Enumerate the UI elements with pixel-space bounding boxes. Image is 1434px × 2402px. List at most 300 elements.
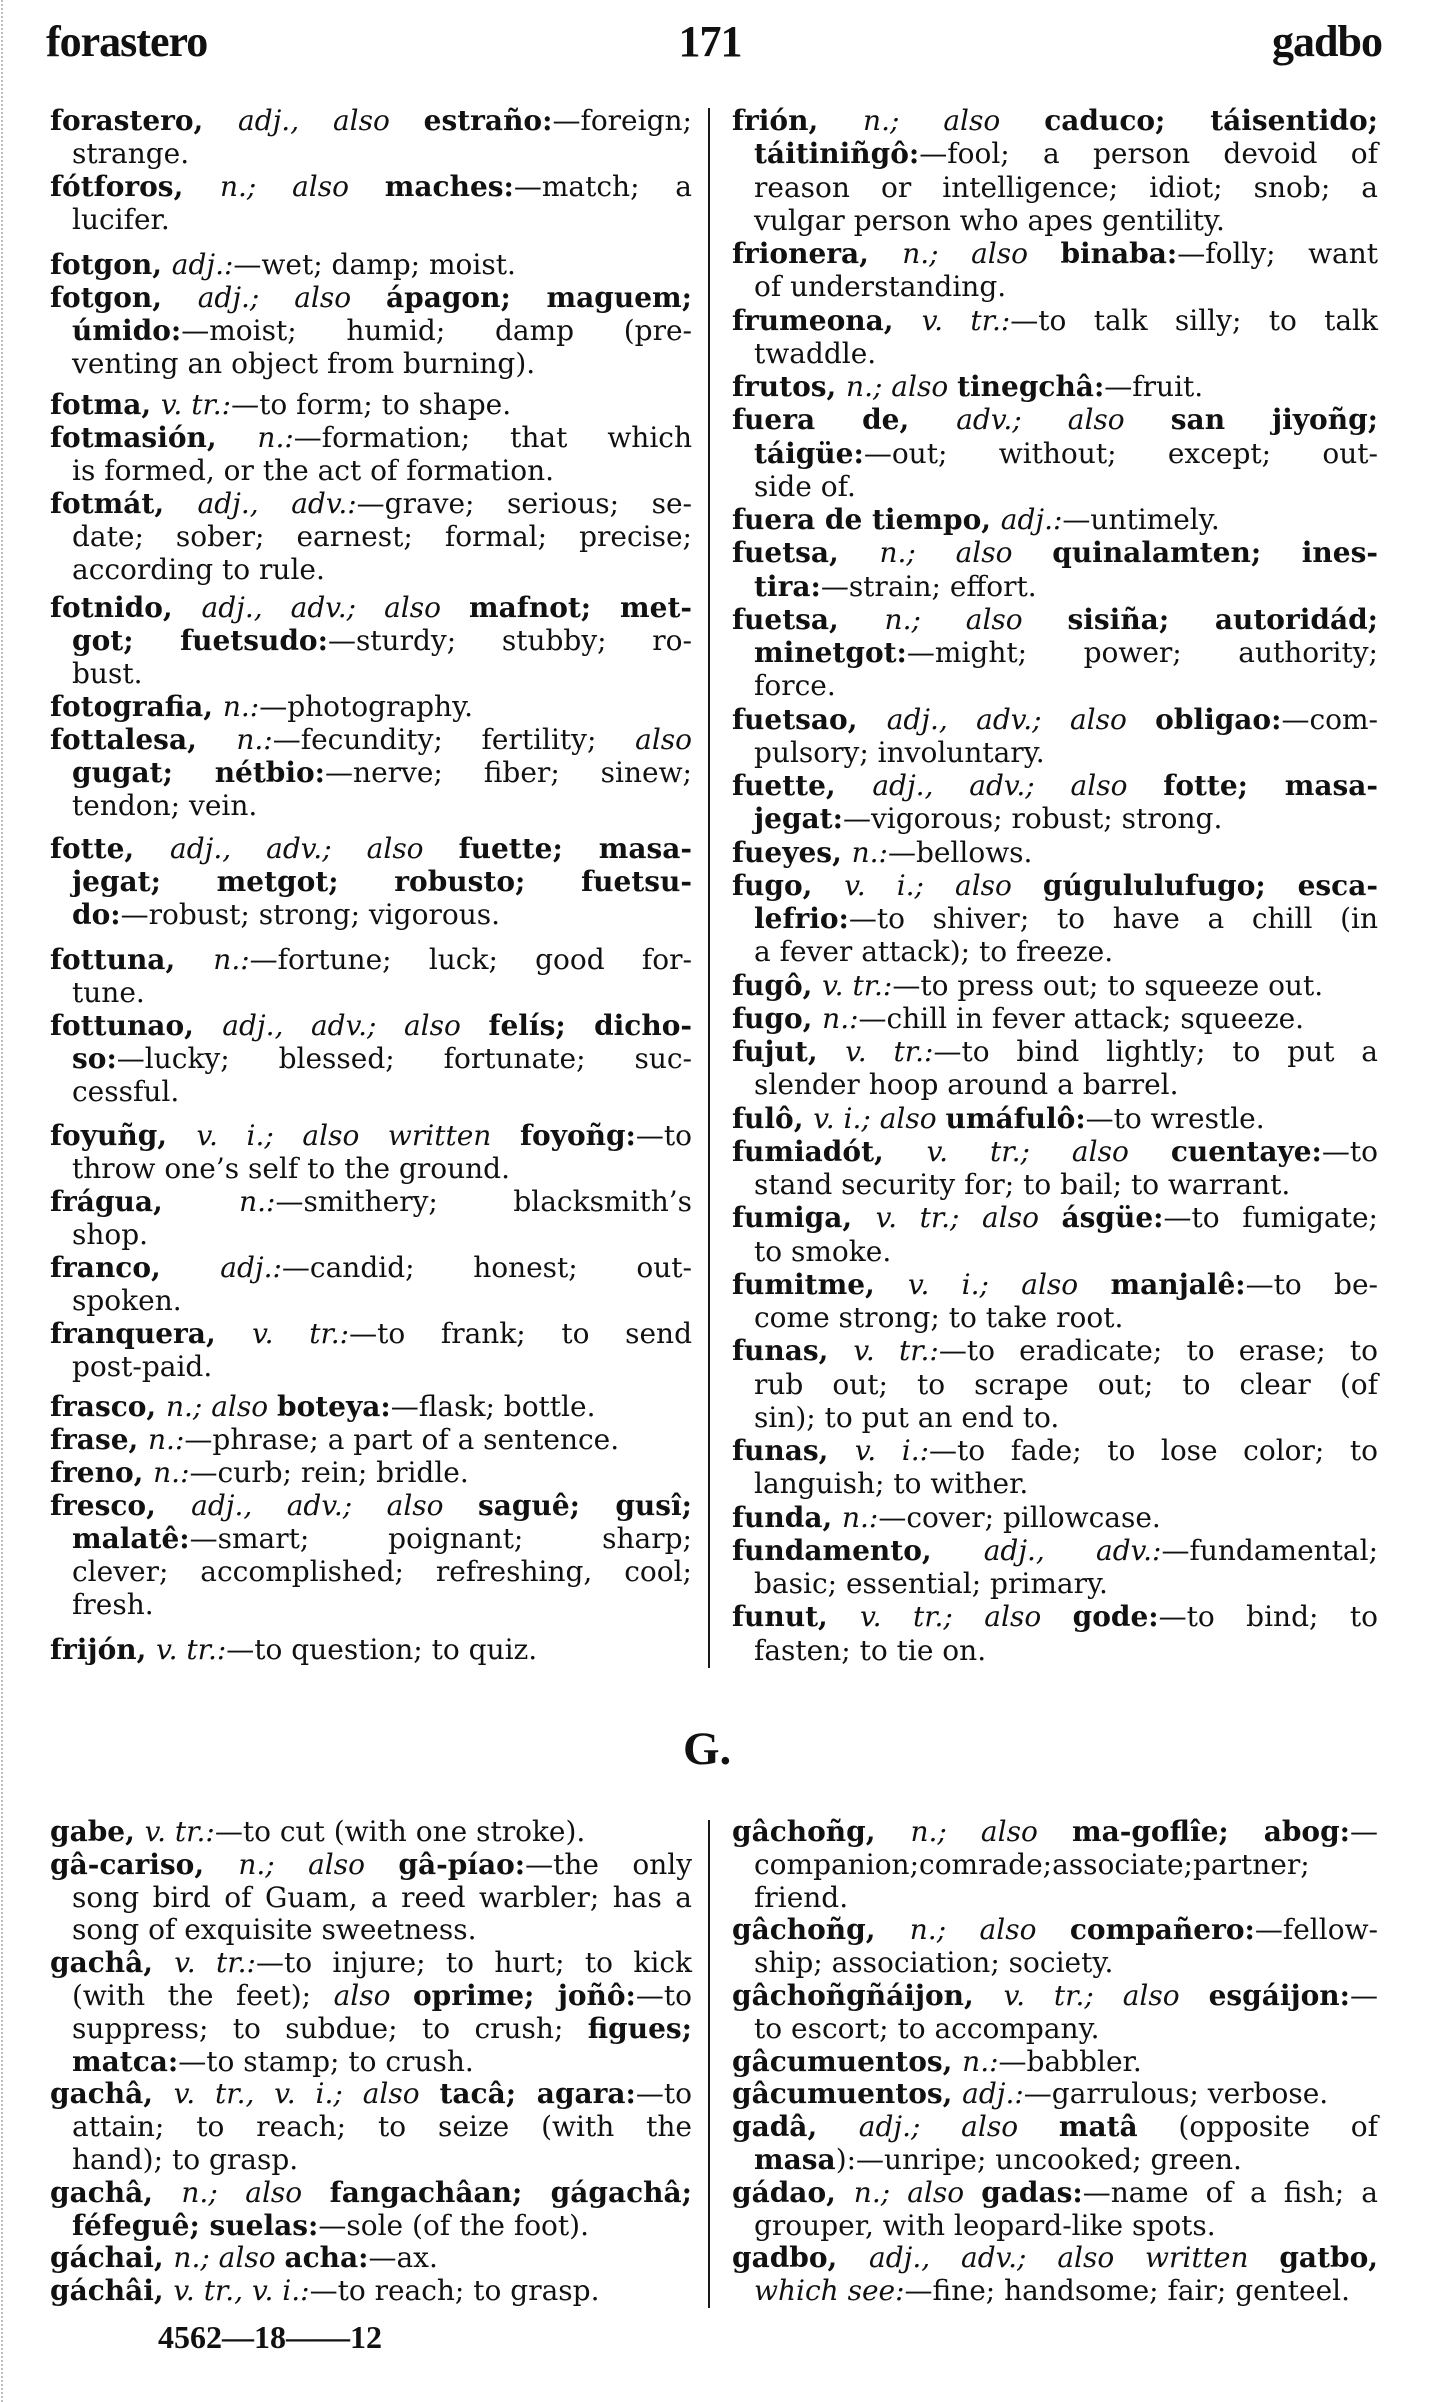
headword: frión,: [732, 104, 864, 137]
entry-first-line: [732, 1816, 1378, 1849]
entry-continuation-line: [754, 204, 1378, 237]
definition-text: —fruit.: [1104, 370, 1204, 403]
dictionary-entry: [50, 487, 692, 586]
grammar-label: adj., adv.; also: [222, 1009, 489, 1042]
headword: fugô,: [732, 968, 823, 1002]
entry-continuation-line: [754, 902, 1378, 935]
definition-text: —cover; pillowcase.: [878, 1500, 1161, 1534]
grammar-label: n.; also: [909, 1913, 1070, 1947]
headword: fuera de tiempo,: [732, 503, 1001, 536]
entry-continuation-line: [72, 2210, 692, 2243]
entry-first-line: [50, 1849, 692, 1882]
headword: franco,: [50, 1251, 221, 1284]
variant-term: saguê; gusî;: [478, 1489, 692, 1522]
definition-text: —garrulous; verbose.: [1023, 2077, 1329, 2111]
entry-first-line: [732, 2111, 1378, 2144]
variant-term: maches:: [384, 170, 514, 203]
dictionary-entry: [732, 2046, 1378, 2079]
dictionary-entry: [732, 1534, 1378, 1601]
definition-text: basic; essential; primary.: [754, 1567, 1108, 1600]
headword: frase,: [50, 1423, 149, 1456]
entry-continuation-line: [72, 2013, 692, 2046]
dictionary-entry: [50, 943, 692, 1009]
definition-text: —grave; serious; se-: [356, 487, 692, 520]
variant-term: jegat; metgot; robusto; fuetsu-: [72, 865, 692, 898]
entry-continuation-line: [72, 520, 692, 553]
dictionary-entry: [50, 388, 692, 421]
grammar-label: n.; also: [879, 536, 1053, 570]
definition-text: of understanding.: [754, 270, 1007, 304]
variant-term: féfeguê; suelas:: [72, 2208, 319, 2242]
headword: fuette,: [732, 769, 873, 802]
entry-continuation-line: [72, 1588, 692, 1621]
headword: fundamento,: [732, 1533, 984, 1567]
dictionary-entry: [50, 1633, 692, 1666]
dictionary-entry: [732, 370, 1378, 403]
variant-term: fangachâan; gágachâ;: [329, 2175, 693, 2209]
variant-term: mafnot; met-: [469, 591, 692, 624]
variant-term: matâ: [1058, 2110, 1138, 2144]
definition-text: —foreign;: [552, 104, 692, 137]
definition-text: bust.: [72, 657, 143, 690]
definition-text: sin); to put an end to.: [754, 1400, 1060, 1434]
variant-term: ápagon; maguem;: [385, 281, 692, 314]
dictionary-entry: [50, 1390, 692, 1423]
dictionary-entry: [50, 1317, 692, 1383]
variant-term: compañero:: [1069, 1913, 1255, 1947]
grammar-label: v. tr., v. i.; also: [173, 2077, 440, 2111]
definition-text: post-paid.: [72, 1350, 213, 1383]
variant-term: fuette; masa-: [458, 832, 693, 865]
headword: frumeona,: [732, 303, 922, 337]
definition-text: —moist; humid; damp (pre-: [181, 314, 692, 347]
entry-continuation-line: [754, 1882, 1378, 1915]
entry-first-line: [50, 388, 692, 421]
headword: gadâ,: [732, 2110, 859, 2144]
grammar-label: v. i.; also written: [196, 1119, 520, 1152]
headword: frionera,: [732, 237, 903, 270]
variant-term: figues;: [587, 2011, 692, 2045]
dictionary-entry: [732, 237, 1378, 304]
entry-first-line: [732, 370, 1378, 403]
definition-text: date; sober; earnest; formal; precise;: [72, 520, 692, 553]
definition-text: venting an object from burning).: [72, 347, 536, 380]
variant-term: lefrio:: [754, 902, 849, 935]
headword: funut,: [732, 1600, 861, 1634]
grammar-label: n.:: [239, 1185, 276, 1218]
entry-first-line: [732, 2078, 1378, 2111]
headword: fotte,: [50, 832, 171, 865]
entry-first-line: [50, 1119, 692, 1152]
entry-first-line: [50, 104, 692, 137]
definition-text: a fever attack); to freeze.: [754, 935, 1114, 969]
dictionary-entry: [50, 1423, 692, 1456]
column-divider: [708, 1820, 710, 2308]
variant-term: tira:: [754, 569, 821, 603]
definition-text: —fecundity; fertility;: [272, 723, 636, 756]
entry-continuation-line: [72, 1882, 692, 1915]
headword: gachâ,: [50, 2175, 182, 2209]
definition-text: fresh.: [72, 1588, 154, 1621]
grammar-label: v. i.; also: [813, 1101, 946, 1135]
headword: fotma,: [50, 388, 161, 421]
definition-text: —to reach; to grasp.: [309, 2274, 600, 2308]
dictionary-entry: [732, 403, 1378, 503]
definition-text: spoken.: [72, 1284, 182, 1317]
definition-text: —to shiver; to have a chill (in: [848, 902, 1378, 935]
headword: freno,: [50, 1456, 154, 1489]
headword: gâ-cariso,: [50, 1847, 239, 1881]
running-head-left: forastero: [46, 17, 208, 66]
definition-text: song of exquisite sweetness.: [72, 1913, 477, 1947]
variant-term: ásgüe:: [1061, 1201, 1164, 1235]
definition-text: to escort; to accompany.: [754, 2011, 1100, 2045]
dictionary-entry: [732, 104, 1378, 237]
entry-continuation-line: [754, 570, 1378, 603]
definition-text: shop.: [72, 1218, 149, 1251]
dictionary-entry: [732, 603, 1378, 703]
variant-term: tinegchâ:: [957, 370, 1105, 403]
headword: fuetsa,: [732, 602, 885, 636]
dictionary-entry: [50, 832, 692, 931]
dictionary-entry: [50, 2242, 692, 2275]
grammar-label: n.; also: [238, 1847, 399, 1881]
headword: gâchoñg,: [732, 1815, 911, 1848]
entry-continuation-line: [754, 437, 1378, 470]
definition-text: grouper, with leopard-like spots.: [754, 2208, 1216, 2242]
entry-continuation-line: [754, 1401, 1378, 1434]
variant-term: malatê:: [72, 1522, 190, 1555]
entry-continuation-line: [72, 2046, 692, 2079]
entry-first-line: [732, 2242, 1378, 2275]
definition-text: is formed, or the act of formation.: [72, 454, 555, 487]
definition-text: —out; without; except; out-: [863, 436, 1378, 470]
entry-continuation-line: [72, 865, 692, 898]
definition-text: throw one’s self to the ground.: [72, 1152, 511, 1185]
headword: frágua,: [50, 1185, 240, 1218]
entry-continuation-line: [754, 1068, 1378, 1101]
entry-first-line: [50, 943, 692, 976]
dictionary-entry: [732, 1334, 1378, 1434]
entry-first-line: [732, 603, 1378, 636]
entry-first-line: [732, 403, 1378, 436]
grammar-label: v. tr.; also: [860, 1600, 1073, 1634]
grammar-label: v. tr.; also: [875, 1201, 1062, 1235]
dictionary-entry: [732, 536, 1378, 603]
entry-continuation-line: [754, 137, 1378, 170]
dictionary-entry: [732, 304, 1378, 371]
dictionary-entry: [732, 1102, 1378, 1135]
entry-first-line: [732, 1334, 1378, 1367]
dictionary-entry: [50, 591, 692, 690]
running-head-right: gadbo: [1272, 17, 1382, 66]
dictionary-entry: [50, 1251, 692, 1317]
grammar-label: v. i.; also: [907, 1267, 1111, 1301]
entry-continuation-line: [754, 1947, 1378, 1980]
entry-first-line: [732, 1501, 1378, 1534]
entry-first-line: [732, 1002, 1378, 1035]
definition-text: —robust; strong; vigorous.: [120, 898, 501, 931]
definition-text: —untimely.: [1062, 503, 1220, 536]
grammar-label: adv.; also: [956, 403, 1171, 437]
headword: fotografia,: [50, 690, 223, 723]
entry-first-line: [50, 1390, 692, 1423]
definition-text: lucifer.: [72, 203, 170, 236]
definition-text: twaddle.: [754, 336, 877, 370]
entry-first-line: [50, 832, 692, 865]
variant-term: got; fuetsudo:: [72, 624, 328, 657]
definition-text: —fortune; luck; good for-: [249, 943, 692, 976]
entry-first-line: [50, 248, 692, 281]
grammar-label: n.; also: [219, 170, 385, 203]
entry-first-line: [732, 1600, 1378, 1633]
definition-text: fasten; to tie on.: [754, 1633, 987, 1667]
variant-term: acha:: [284, 2241, 369, 2275]
entry-continuation-line: [754, 2275, 1378, 2308]
definition-text: pulsory; involuntary.: [754, 735, 1045, 769]
definition-text: —bellows.: [887, 835, 1033, 869]
definition-text: —to wrestle.: [1085, 1101, 1265, 1135]
variant-term: gatbo,: [1279, 2241, 1378, 2275]
dictionary-entry: [732, 1135, 1378, 1202]
grammar-label: adj.; also: [197, 281, 386, 314]
definition-text: —the only: [525, 1847, 693, 1881]
entry-continuation-line: [754, 669, 1378, 702]
grammar-label: adj., adv.; also: [170, 832, 459, 865]
entry-first-line: [732, 1201, 1378, 1234]
definition-text: tendon; vein.: [72, 789, 258, 822]
grammar-label: v. tr.:: [252, 1317, 350, 1350]
definition-text: (with the feet);: [72, 1978, 334, 2012]
grammar-label: adj., adv.; also: [201, 591, 470, 624]
dictionary-entry: [732, 2111, 1378, 2177]
section-heading: G.: [683, 1723, 732, 1775]
definition-text: —to fade; to lose color; to: [929, 1434, 1378, 1467]
entry-first-line: [732, 2177, 1378, 2210]
entry-continuation-line: [72, 1555, 692, 1588]
definition-text: languish; to wither.: [754, 1467, 1029, 1501]
headword: frijón,: [50, 1633, 157, 1666]
entry-continuation-line: [72, 454, 692, 487]
definition-text: side of.: [754, 469, 856, 503]
headword: funas,: [732, 1434, 855, 1467]
definition-text: —nerve; fiber; sinew;: [325, 756, 692, 789]
definition-text: —to: [635, 1978, 692, 2012]
entry-continuation-line: [72, 1152, 692, 1185]
dictionary-entry: [50, 2275, 692, 2308]
headword: fuetsao,: [732, 702, 887, 736]
dictionary-entry: [50, 1816, 692, 1849]
grammar-label: v. tr.:: [845, 1035, 934, 1068]
definition-text: (opposite of: [1137, 2110, 1379, 2144]
grammar-label: v. tr.; also: [926, 1134, 1171, 1168]
definition-text: —smithery; blacksmith’s: [275, 1185, 692, 1218]
dictionary-entry: [732, 2242, 1378, 2308]
grammar-label: which see:: [754, 2274, 905, 2308]
entry-continuation-line: [72, 1075, 692, 1108]
upper-left-column: [50, 104, 692, 1666]
scan-edge: [1, 0, 3, 2402]
dictionary-entry: [732, 869, 1378, 969]
definition-text: —to cut (with one stroke).: [214, 1815, 586, 1848]
variant-term: fotte; masa-: [1163, 769, 1378, 802]
grammar-label: v. tr.:: [144, 1815, 215, 1848]
entry-first-line: [50, 1423, 692, 1456]
headword: gáchai,: [50, 2241, 174, 2275]
entry-first-line: [50, 421, 692, 454]
grammar-label: n.; also: [910, 1815, 1072, 1848]
dictionary-entry: [732, 703, 1378, 770]
definition-text: strange.: [72, 137, 190, 170]
variant-term: oprime; joñô:: [412, 1978, 636, 2012]
grammar-label: adj., adv.; also: [872, 769, 1164, 802]
grammar-label: n.; also: [853, 2175, 982, 2209]
variant-term: gúgululufugo; esca-: [1042, 868, 1378, 902]
definition-text: cessful.: [72, 1075, 180, 1108]
grammar-label: v. tr.:: [921, 303, 1011, 337]
grammar-label: v. tr.:: [853, 1334, 939, 1368]
entry-continuation-line: [754, 736, 1378, 769]
entry-continuation-line: [754, 1467, 1378, 1500]
dictionary-entry: [732, 1816, 1378, 1914]
grammar-label: n.:: [148, 1423, 185, 1456]
definition-text: —to injure; to hurt; to kick: [255, 1946, 692, 1980]
definition-text: to smoke.: [754, 1234, 892, 1268]
entry-first-line: [732, 969, 1378, 1002]
entry-continuation-line: [72, 976, 692, 1009]
entry-continuation-line: [72, 624, 692, 657]
entry-continuation-line: [72, 1980, 692, 2013]
entry-first-line: [50, 1317, 692, 1350]
definition-text: song bird of Guam, a reed warbler; has a: [72, 1880, 692, 1914]
definition-text: —phrase; a part of a sentence.: [184, 1423, 620, 1456]
dictionary-entry: [732, 1201, 1378, 1268]
entry-first-line: [732, 1534, 1378, 1567]
headword: frasco,: [50, 1390, 166, 1423]
definition-text: —fine; handsome; fair; genteel.: [904, 2274, 1350, 2308]
entry-first-line: [732, 769, 1378, 802]
dictionary-entry: [732, 1268, 1378, 1335]
grammar-label: adj.:: [962, 2077, 1024, 2111]
grammar-label: adj.; also: [858, 2110, 1059, 2144]
entry-first-line: [732, 304, 1378, 337]
headword: gachâ,: [50, 1946, 175, 1980]
headword: fugo,: [732, 1001, 823, 1035]
headword: funas,: [732, 1334, 854, 1368]
definition-text: —might; power; authority;: [906, 636, 1378, 669]
entry-continuation-line: [754, 1567, 1378, 1600]
entry-continuation-line: [72, 2144, 692, 2177]
grammar-label: adj.:: [171, 248, 234, 281]
grammar-label: v. tr., v. i.:: [173, 2274, 310, 2308]
definition-text: —chill in fever attack; squeeze.: [858, 1001, 1305, 1035]
variant-term: obligao:: [1155, 702, 1282, 736]
grammar-label: n.; also: [165, 1390, 277, 1423]
headword: fottuna,: [50, 943, 214, 976]
dictionary-entry: [732, 1434, 1378, 1501]
headword: fujut,: [732, 1035, 846, 1068]
entry-first-line: [732, 1035, 1378, 1068]
headword: fulô,: [732, 1101, 814, 1135]
definition-text: —to form; to shape.: [231, 388, 512, 421]
variant-term: táigüe:: [754, 436, 864, 470]
entry-continuation-line: [72, 1522, 692, 1555]
definition-text: —to eradicate; to erase; to: [938, 1334, 1378, 1368]
definition-text: ):—unripe; uncooked; green.: [835, 2142, 1242, 2176]
variant-term: esgáijon:: [1208, 1978, 1350, 2012]
entry-first-line: [732, 869, 1378, 902]
headword: fumiga,: [732, 1201, 876, 1235]
headword: fottunao,: [50, 1009, 223, 1042]
entry-first-line: [50, 170, 692, 203]
variant-term: do:: [72, 898, 121, 931]
definition-text: —photography.: [259, 690, 474, 723]
headword: fueyes,: [732, 835, 852, 869]
entry-continuation-line: [754, 470, 1378, 503]
variant-term: ma-goflîe; abog:: [1071, 1815, 1350, 1848]
entry-continuation-line: [72, 756, 692, 789]
headword: fumitme,: [732, 1267, 908, 1301]
grammar-label: adj., adv.; also written: [869, 2241, 1280, 2275]
entry-first-line: [732, 536, 1378, 569]
variant-term: manjalê:: [1110, 1267, 1246, 1301]
variant-term: úmido:: [72, 314, 182, 347]
headword: fugo,: [732, 868, 845, 902]
headword: gâcumuentos,: [732, 2044, 963, 2078]
grammar-label: n.:: [236, 723, 273, 756]
dictionary-entry: [732, 2177, 1378, 2243]
dictionary-entry: [50, 281, 692, 380]
grammar-label: n.:: [851, 835, 888, 869]
definition-text: —name of a fish; a: [1082, 2175, 1378, 2209]
entry-continuation-line: [754, 2013, 1378, 2046]
entry-first-line: [732, 1102, 1378, 1135]
definition-text: —com-: [1281, 702, 1378, 736]
headword: fumiadót,: [732, 1134, 927, 1168]
headword: gâcumuentos,: [732, 2077, 963, 2111]
definition-text: —to press out; to squeeze out.: [892, 968, 1324, 1002]
entry-continuation-line: [754, 1849, 1378, 1882]
entry-continuation-line: [72, 898, 692, 931]
variant-term: boteya:: [276, 1390, 391, 1423]
grammar-label: adj., adv.:: [197, 487, 357, 520]
variant-term: binaba:: [1060, 237, 1178, 270]
entry-continuation-line: [72, 553, 692, 586]
headword: gádao,: [732, 2175, 854, 2209]
entry-continuation-line: [754, 1168, 1378, 1201]
definition-text: hand); to grasp.: [72, 2142, 299, 2176]
variant-term: umáfulô:: [945, 1101, 1086, 1135]
entry-first-line: [50, 1816, 692, 1849]
headword: funda,: [732, 1500, 842, 1534]
definition-text: stand security for; to bail; to warrant.: [754, 1168, 1291, 1201]
headword: foyuñg,: [50, 1119, 197, 1152]
variant-term: foyoñg:: [519, 1119, 636, 1152]
dictionary-entry: [732, 1600, 1378, 1667]
entry-first-line: [732, 2046, 1378, 2079]
grammar-label: also: [333, 1978, 413, 2012]
dictionary-entry: [50, 690, 692, 723]
dictionary-entry: [50, 1185, 692, 1251]
grammar-label: n.:: [962, 2044, 999, 2078]
variant-term: masa: [754, 2142, 836, 2176]
headword: fotmasión,: [50, 421, 258, 454]
variant-term: estraño:: [423, 104, 553, 137]
grammar-label: adj.:: [1000, 503, 1063, 536]
grammar-label: n.; also: [884, 602, 1068, 636]
dictionary-entry: [50, 1849, 692, 1947]
definition-text: attain; to reach; to seize (with the: [72, 2110, 692, 2144]
